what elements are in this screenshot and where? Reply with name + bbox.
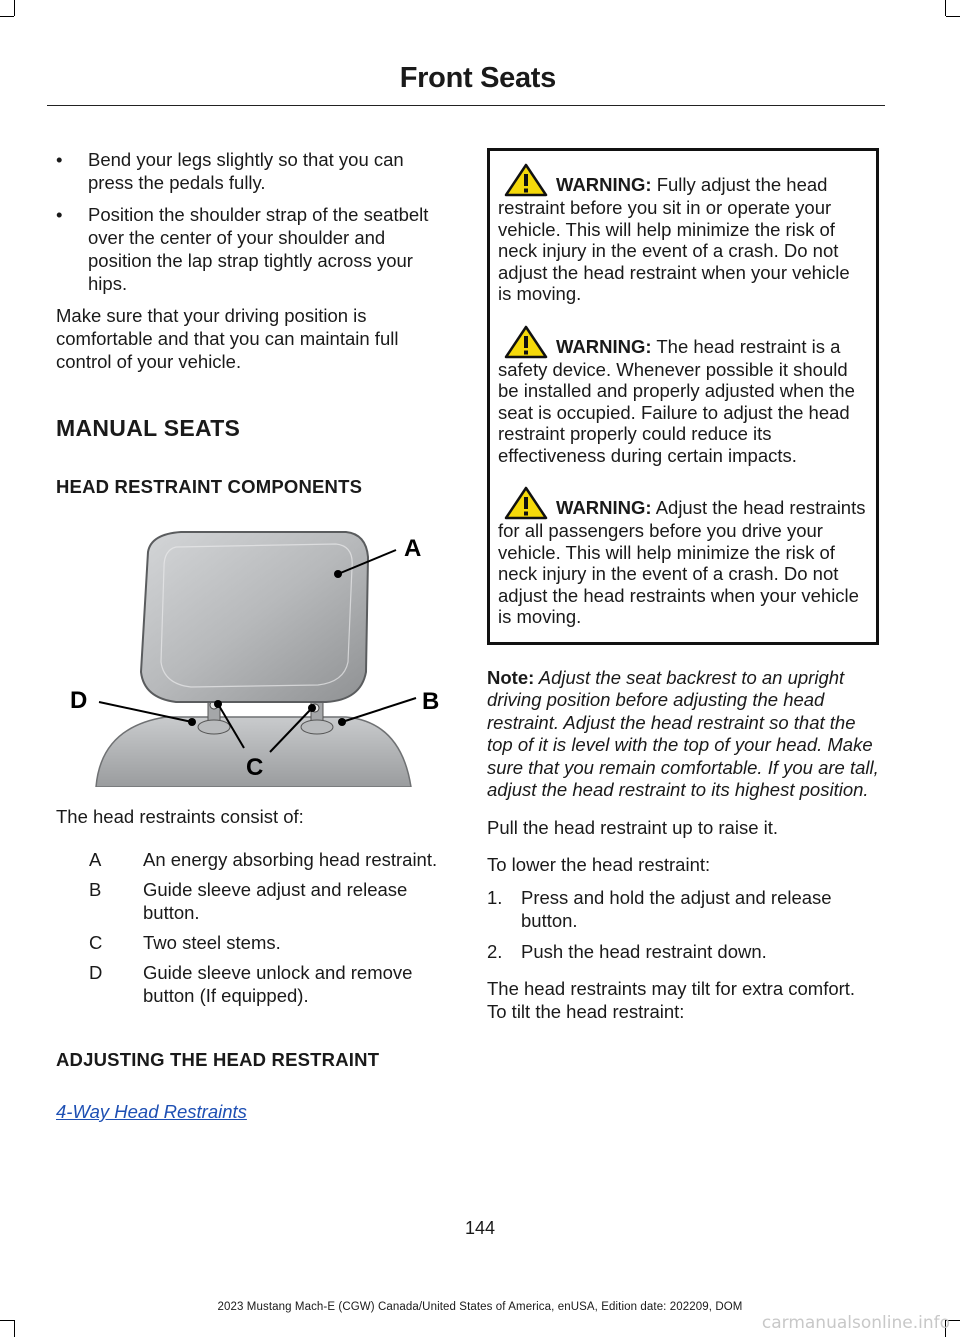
footer-edition-info: 2023 Mustang Mach-E (CGW) Canada/United States of America, enUSA, Edition date: 202209, DOM [217,1301,743,1313]
bullet-dot: • [56,149,63,170]
heading-manual-seats: MANUAL SEATS [56,415,241,441]
crop-mark [0,1320,14,1321]
warning-icon [504,163,548,197]
right-column [487,148,879,1023]
crop-mark [946,16,960,17]
warning-item: WARNING: The head restraint is a safety device. Whenever possible it should be installed and properly adjusted when the seat is occupied. Failure to adjust the head restraint properly could reduce its effectiveness during certain impacts. [498,325,868,467]
warning-icon [504,486,548,520]
tilt-paragraph: The head restraints may tilt for extra comfort. To tilt the head restraint: [487,977,856,1022]
driving-position-paragraph: Make sure that your driving position is comfortable and that you can maintain full control of your vehicle. [56,305,399,372]
note-paragraph: Note: Adjust the seat backrest to an upright driving position before adjusting the head restraint. Adjust the head restraint so that the top of it is level with the top of your head. Make sure that you remain comfortable. If you are tall, adjust the head restraint to its highest position. [487,666,879,800]
component-legend [56,848,448,1007]
legend-intro: The head restraints consist of: [56,806,304,827]
legend-row: D Guide sleeve unlock and remove button (If equipped). [89,962,413,1006]
label-a: A [404,535,422,562]
warning-box [487,148,879,645]
label-d: D [70,687,88,714]
heading-head-restraint-components: HEAD RESTRAINT COMPONENTS [56,476,363,497]
legend-row: C Two steel stems. [89,932,281,953]
head-restraint-drawing [56,522,448,787]
step-item: 2. Push the head restraint down. [487,940,767,962]
four-way-head-restraints-link[interactable]: 4-Way Head Restraints [56,1101,247,1122]
watermark: carmanualsonline.info [761,1313,950,1333]
crop-mark [0,16,14,17]
crop-mark [945,0,946,16]
raise-instruction: Pull the head restraint up to raise it. [487,816,779,838]
label-b: B [422,688,440,715]
warning-item: WARNING: Fully adjust the head restraint before you sit in or operate your vehicle. This will help minimize the risk of neck injury in the event of a crash. Do not adjust the head restraint when your vehicle is moving. [498,163,868,305]
crop-mark [14,1320,15,1337]
left-column [56,148,448,1123]
crop-mark [14,0,15,16]
page-title: Front Seats [399,62,556,94]
lower-intro: To lower the head restraint: [487,853,711,875]
bullet-item: • Bend your legs slightly so that you can press the pedals fully. [56,149,404,193]
warning-icon [504,325,548,359]
lower-steps [487,886,879,963]
step-item: 1. Press and hold the adjust and release button. [487,886,832,931]
header-divider [47,105,885,106]
head-restraint-illustration [56,522,448,787]
legend-row: B Guide sleeve adjust and release button. [89,879,408,923]
bullet-dot: • [56,204,63,225]
page-number: 144 [464,1218,496,1238]
bullet-item: • Position the shoulder strap of the seatbelt over the center of your shoulder and position the lap strap tightly across your hips. [56,204,429,294]
heading-adjusting-head-restraint: ADJUSTING THE HEAD RESTRAINT [56,1049,380,1070]
label-c: C [246,754,264,781]
warning-item: WARNING: Adjust the head restraints for all passengers before you drive your vehicle. This will help minimize the risk of neck injury in the event of a crash. Do not adjust the head restraints when your vehicle is moving. [498,486,868,628]
legend-row: A An energy absorbing head restraint. [89,849,438,870]
